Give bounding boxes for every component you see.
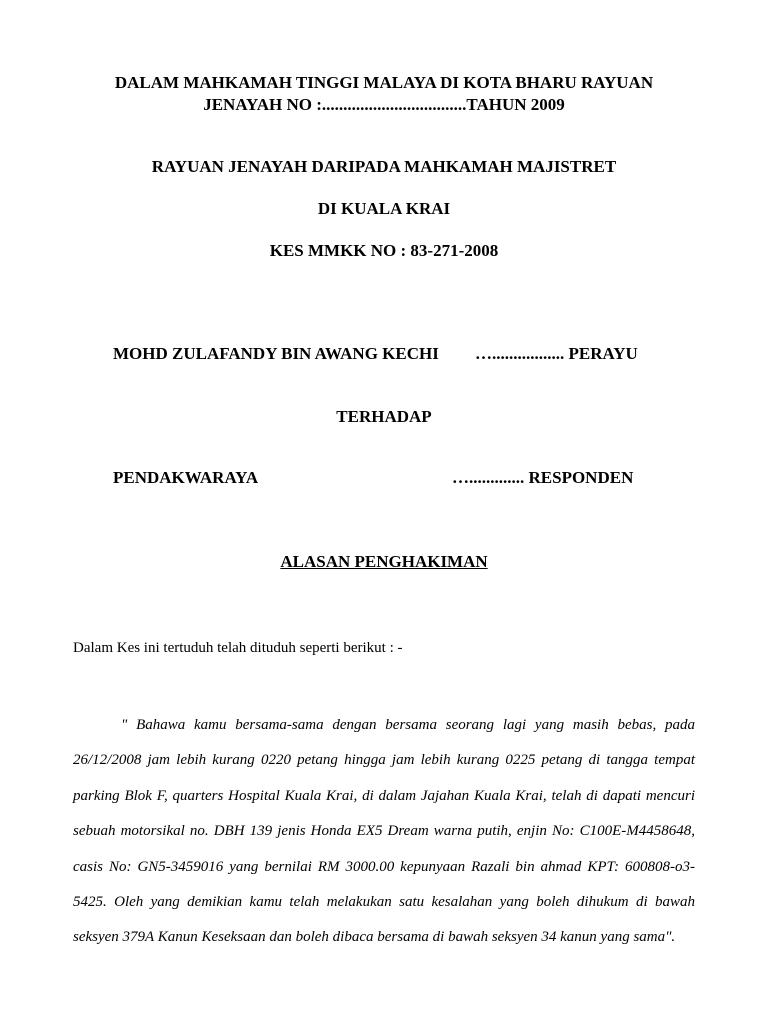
appellant-role: …................. PERAYU — [475, 344, 638, 363]
court-heading-line2: JENAYAH NO :..................................TAHUN 2009 — [203, 95, 565, 114]
location-heading: DI KUALA KRAI — [317, 199, 451, 218]
court-heading — [0, 72, 768, 116]
court-heading-line1: DALAM MAHKAMAH TINGGI MALAYA DI KOTA BHARU RAYUAN — [114, 73, 654, 92]
appellant-name: MOHD ZULAFANDY BIN AWANG KECHI — [113, 344, 439, 363]
case-number-heading: KES MMKK NO : 83-271-2008 — [269, 241, 499, 260]
charge-paragraph — [73, 708, 695, 956]
respondent-name: PENDAKWARAYA — [113, 468, 259, 487]
intro-text: Dalam Kes ini tertuduh telah dituduh seperti berikut : - — [73, 640, 403, 656]
versus-heading: TERHADAP — [336, 407, 432, 426]
charge-text: " Bahawa kamu bersama-sama dengan bersama seorang lagi yang masih bebas, pada 26/12/2008 jam lebih kurang 0220 petang hingga jam lebih kurang 0225 petang di tangga tempat parking Blok F, quarters Hospital Kuala Krai, di dalam Jajahan Kuala Krai, telah di dapati mencuri sebuah motorsikal no. DBH 139 jenis Honda EX5 Dream warna putih, enjin No: C100E-M4458648, casis No: GN5-3459016 yang bernilai RM 3000.00 kepunyaan Razali bin ahmad KPT: 600808-o3-5425. Oleh yang demikian kamu telah melakukan satu kesalahan yang boleh dihukum di bawah seksyen 379A Kanun Keseksaan dan boleh dibaca bersama di bawah seksyen 34 kanun yang sama". — [73, 717, 695, 946]
document-title: ALASAN PENGHAKIMAN — [280, 552, 488, 571]
respondent-role: …............. RESPONDEN — [452, 468, 634, 487]
appeal-from-heading: RAYUAN JENAYAH DARIPADA MAHKAMAH MAJISTRET — [151, 157, 617, 176]
